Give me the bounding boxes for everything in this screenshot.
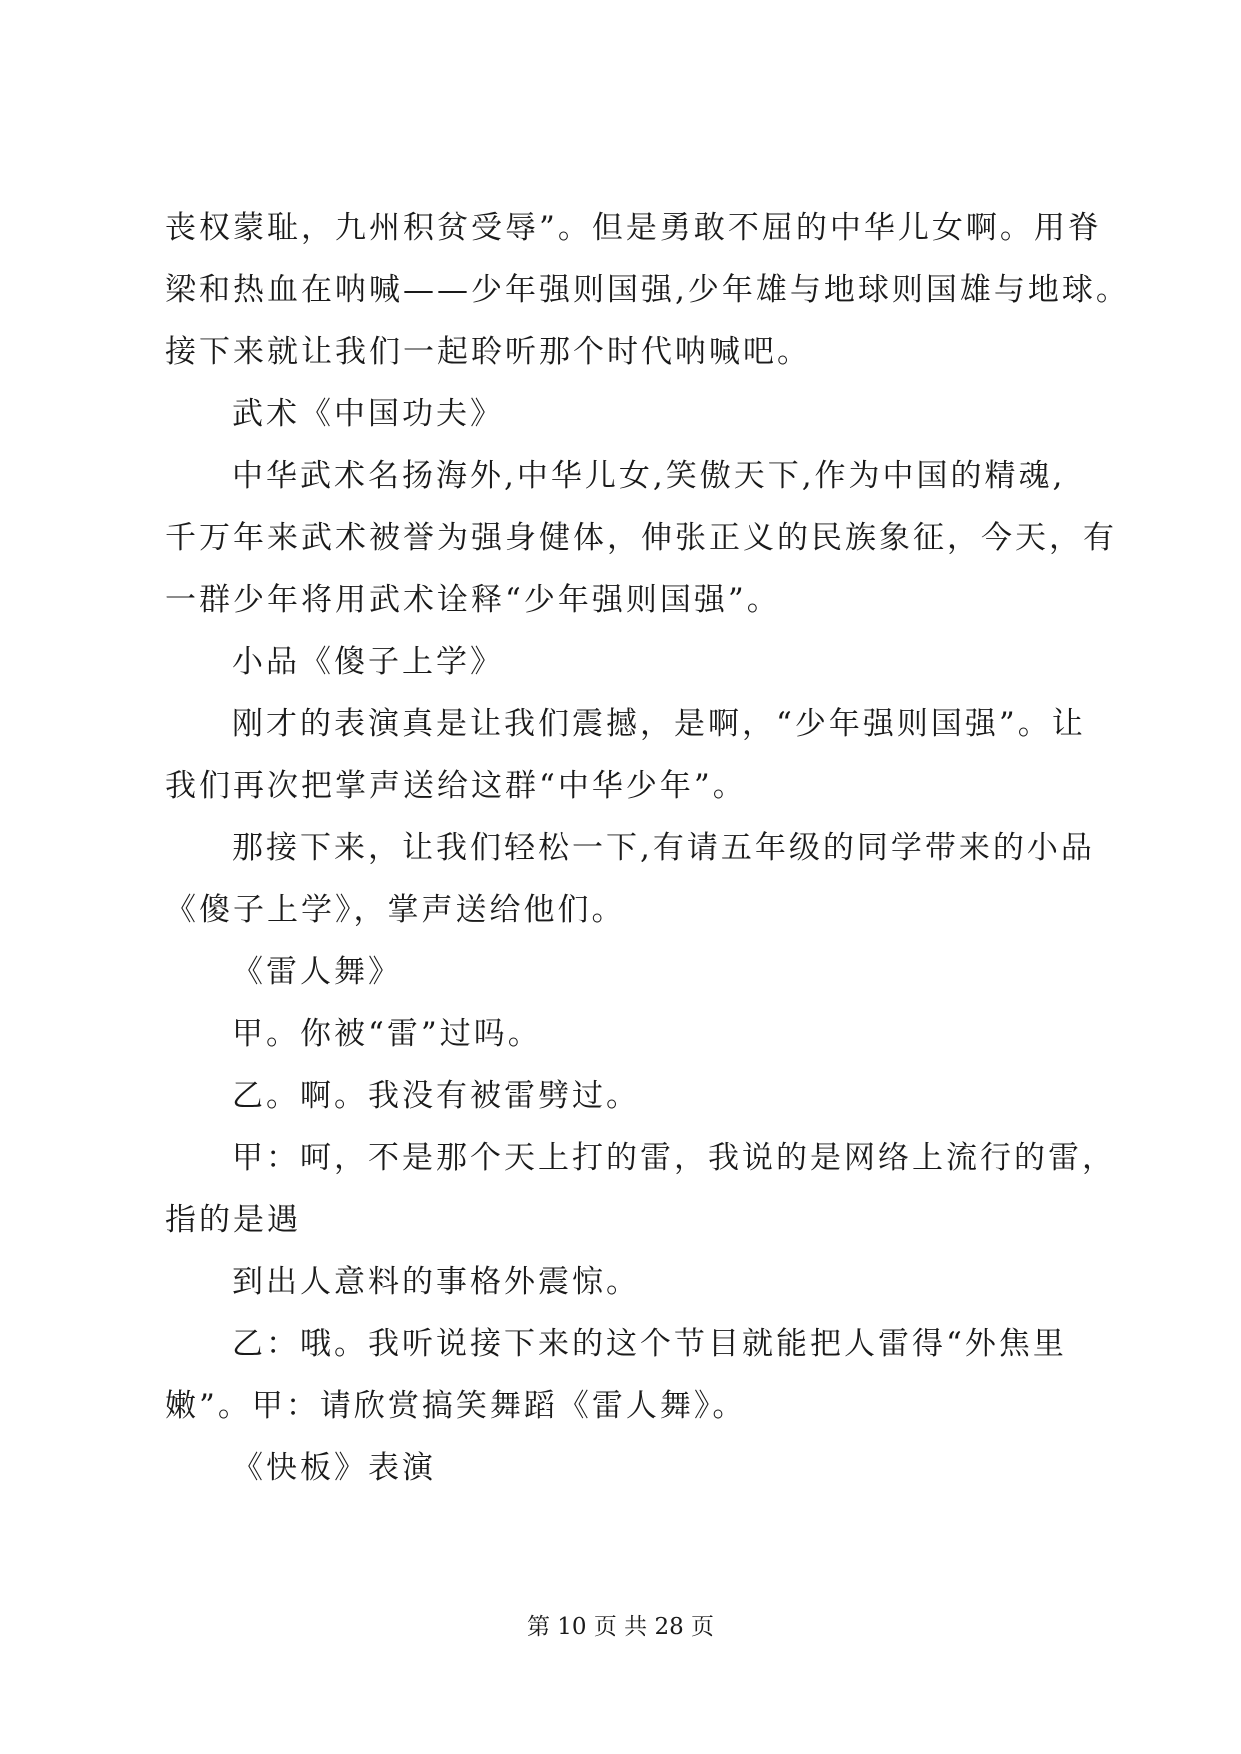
text-line: 丧权蒙耻，九州积贫受辱”。但是勇敢不屈的中华儿女啊。用脊 xyxy=(165,210,1102,246)
text-line: 《傻子上学》，掌声送给他们。 xyxy=(165,892,626,928)
text-line: 梁和热血在呐喊——少年强则国强,少年雄与地球则国雄与地球。 xyxy=(165,272,1130,308)
text-line: 我们再次把掌声送给这群“中华少年”。 xyxy=(165,768,747,804)
dialogue-line: 乙。啊。我没有被雷劈过。 xyxy=(232,1078,640,1114)
text-line: 中华武术名扬海外,中华儿女,笑傲天下,作为中国的精魂, xyxy=(232,458,1066,494)
text-line: 千万年来武术被誉为强身健体，伸张正义的民族象征，今天，有 xyxy=(165,520,1117,556)
text-line: 一群少年将用武术诠释“少年强则国强”。 xyxy=(165,582,781,618)
section-heading: 武术《中国功夫》 xyxy=(232,396,504,432)
text-line: 那接下来，让我们轻松一下,有请五年级的同学带来的小品 xyxy=(232,830,1095,866)
dialogue-line: 乙：哦。我听说接下来的这个节目就能把人雷得“外焦里 xyxy=(232,1326,1067,1362)
dialogue-line: 到出人意料的事格外震惊。 xyxy=(232,1264,640,1300)
dialogue-line: 指的是遇 xyxy=(165,1202,301,1238)
dialogue-line: 甲。你被“雷”过吗。 xyxy=(232,1016,542,1052)
section-heading: 小品《傻子上学》 xyxy=(232,644,504,680)
dialogue-line: 甲：呵，不是那个天上打的雷，我说的是网络上流行的雷， xyxy=(232,1140,1116,1176)
dialogue-line: 嫩”。甲：请欣赏搞笑舞蹈《雷人舞》。 xyxy=(165,1388,747,1424)
section-heading: 《快板》表演 xyxy=(232,1450,436,1486)
section-heading: 《雷人舞》 xyxy=(232,954,402,990)
text-line: 刚才的表演真是让我们震撼，是啊，“少年强则国强”。让 xyxy=(232,706,1086,742)
page-number: 第 10 页 共 28 页 xyxy=(526,1614,715,1640)
text-line: 接下来就让我们一起聆听那个时代呐喊吧。 xyxy=(165,334,811,370)
